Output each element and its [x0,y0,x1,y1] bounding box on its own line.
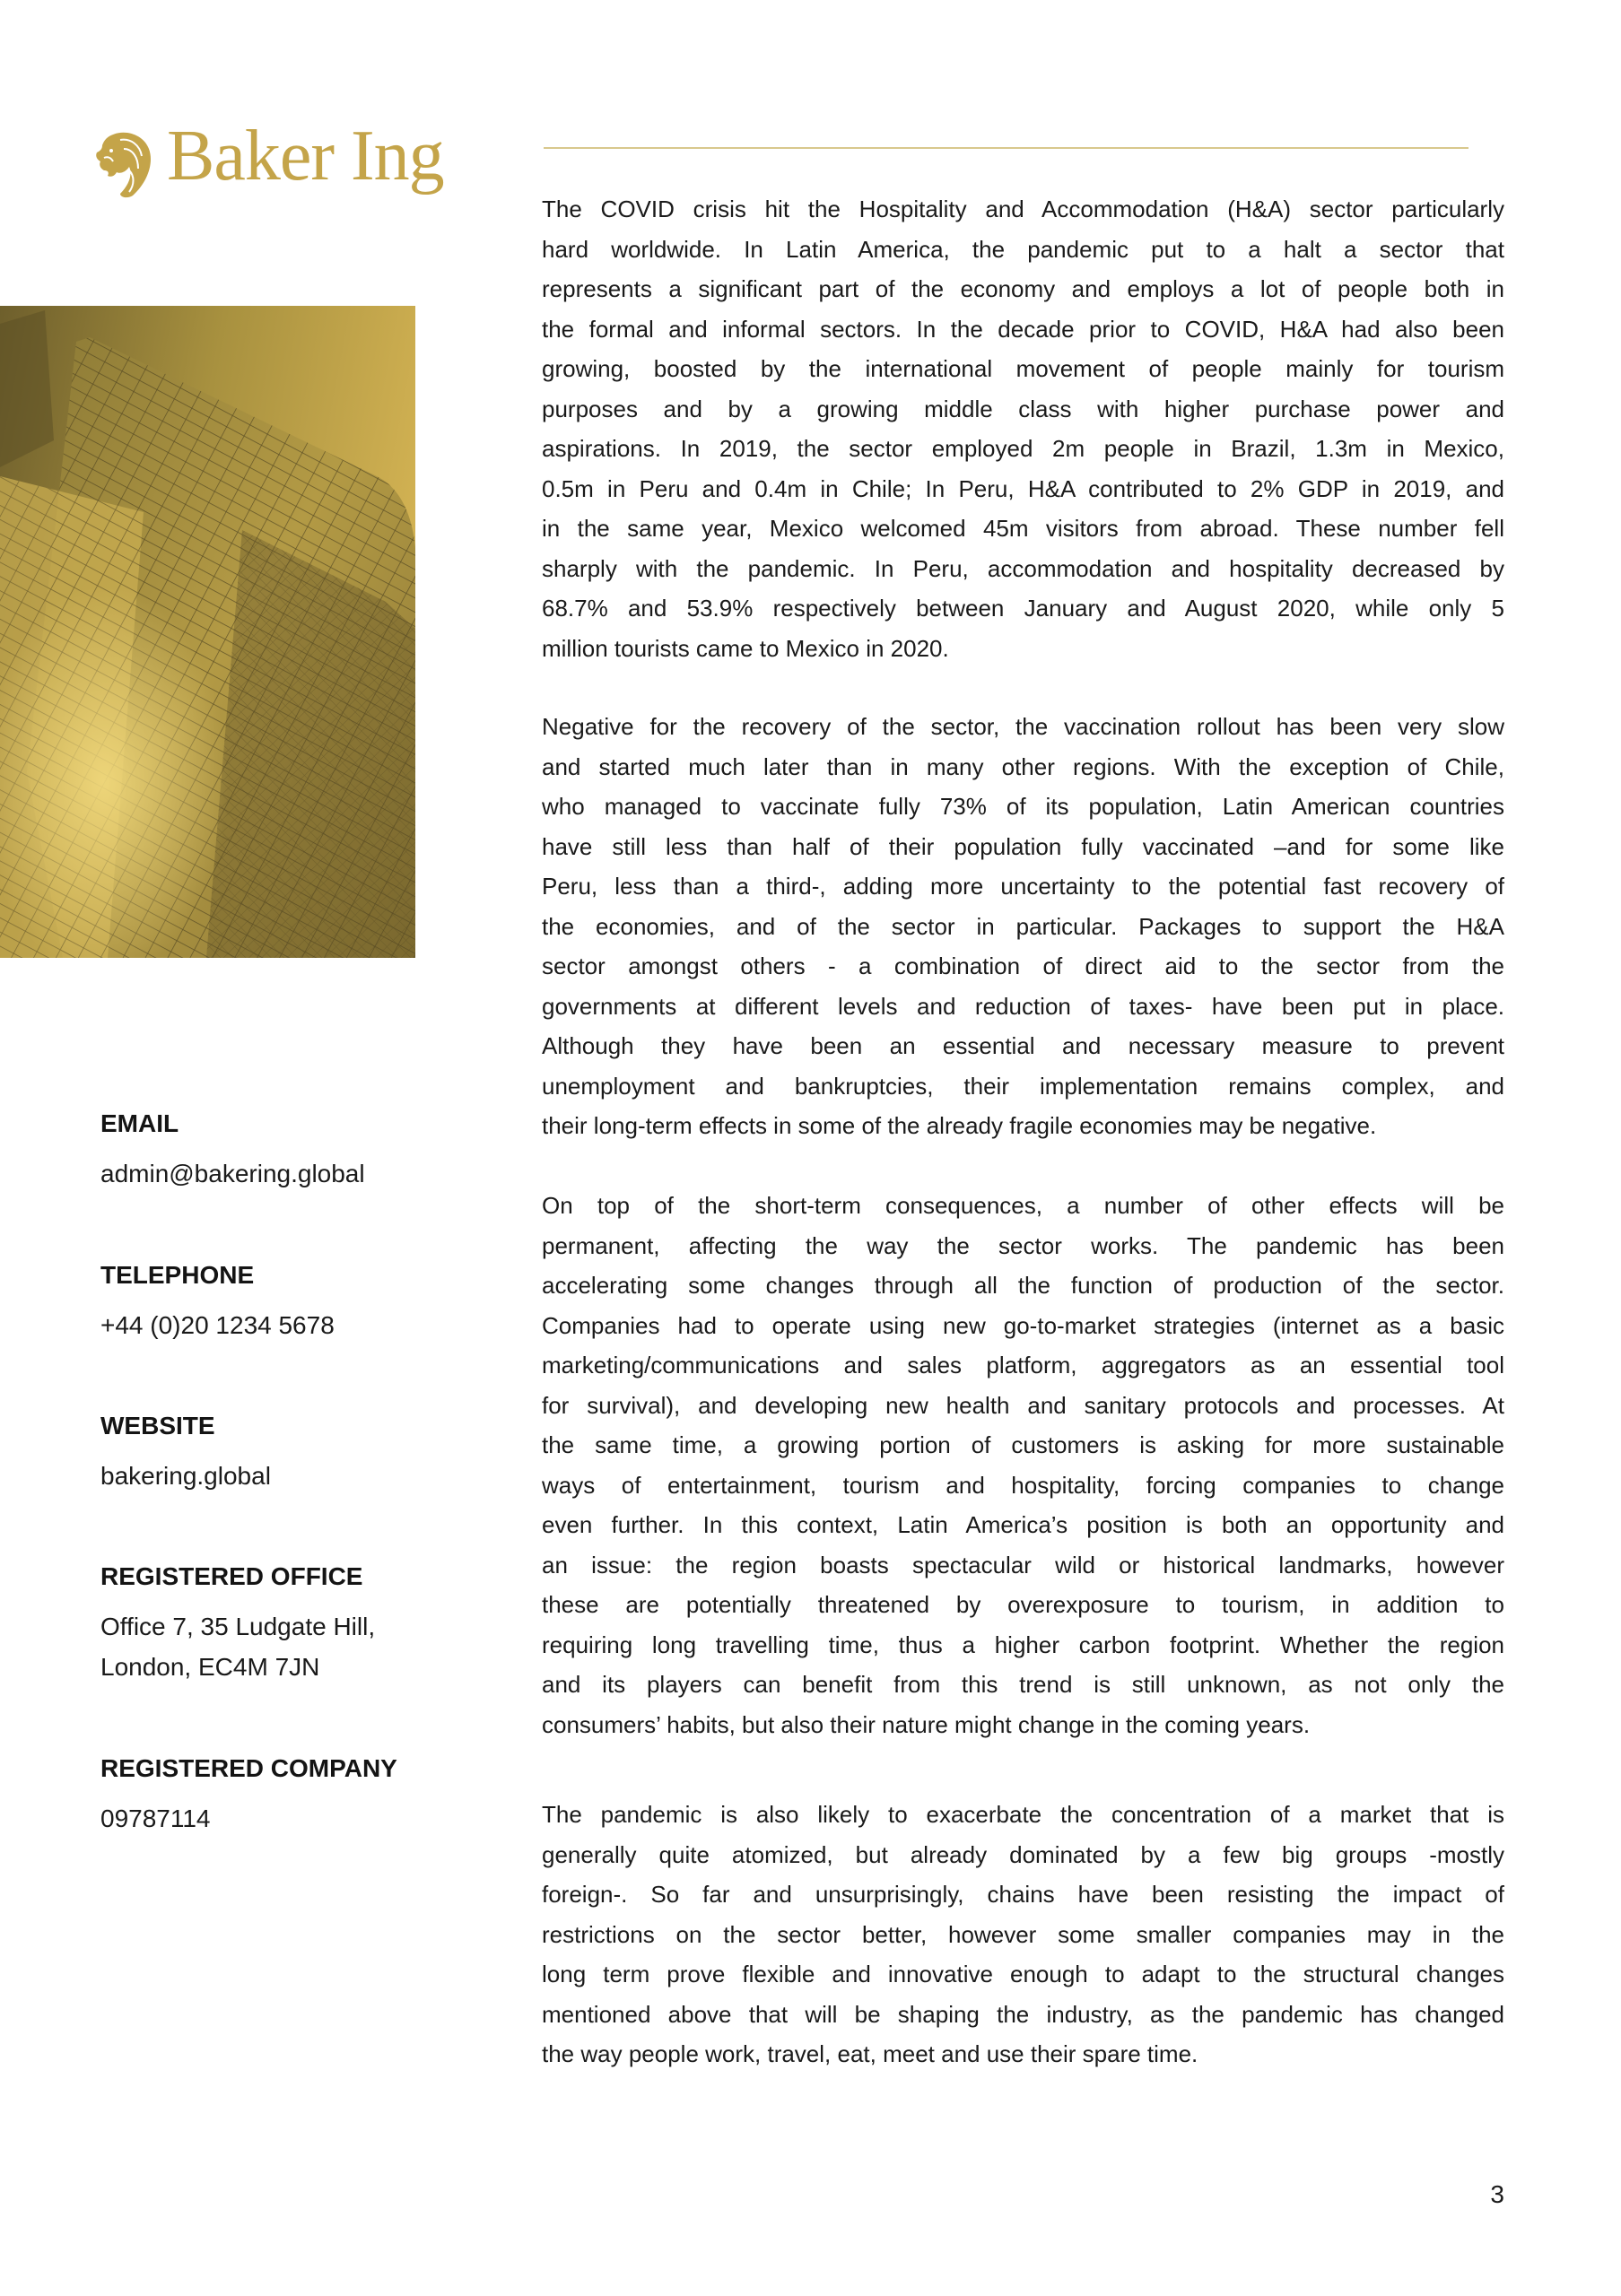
text-line: requiring long travelling time, thus a higher carbon footprint. Whether the region [542,1631,1504,1658]
text-line: hard worldwide. In Latin America, the pandemic put to a halt a sector that [542,235,1504,263]
text-line: an issue: the region boasts spectacular wild or historical landmarks, however [542,1551,1504,1578]
text-line: consumers’ habits, but also their nature might change in the coming years. [542,1710,1311,1738]
contact-website [100,1406,459,1496]
text-line: On top of the short-term consequences, a number of other effects will be [542,1192,1504,1219]
text-line: Although they have been an essential and necessary measure to prevent [542,1032,1504,1059]
address-line: London, EC4M 7JN [100,1653,320,1681]
text-line: generally quite atomized, but already dominated by a few big groups -mostly [542,1840,1504,1868]
brand-name: Baker Ing [167,117,444,196]
lion-head-icon [93,131,153,199]
brand-logo [93,117,444,199]
text-line: Companies had to operate using new go-to-market strategies (internet as a basic [542,1311,1504,1339]
text-line: their long-term effects in some of the already fragile economies may be negative. [542,1112,1377,1139]
contact-label: WEBSITE [100,1412,215,1439]
text-line: The COVID crisis hit the Hospitality and Accommodation (H&A) sector particularly [542,196,1504,222]
address-line: Office 7, 35 Ludgate Hill, [100,1613,376,1640]
text-line: the economies, and of the sector in particular. Packages to support the H&A [542,912,1504,940]
text-line: permanent, affecting the way the sector works. The pandemic has been [542,1231,1504,1259]
contact-email [100,1104,459,1194]
contact-label: REGISTERED COMPANY [100,1754,397,1782]
text-line: even further. In this context, Latin America’s position is both an opportunity and [542,1511,1504,1538]
contact-registered-office [100,1557,459,1687]
text-line: aspirations. In 2019, the sector employed 2m people in Brazil, 1.3m in Mexico, [542,435,1504,462]
contact-label: TELEPHONE [100,1261,255,1289]
telephone-value: +44 (0)20 1234 5678 [100,1311,335,1339]
text-line: mentioned above that will be shaping the industry, as the pandemic has changed [542,2000,1504,2028]
contact-label: REGISTERED OFFICE [100,1562,363,1590]
contact-label: EMAIL [100,1109,179,1137]
text-line: purposes and by a growing middle class with higher purchase power and [542,395,1504,422]
email-link[interactable]: admin@bakering.global [100,1160,365,1187]
text-line: foreign-. So far and unsurprisingly, chains have been resisting the impact of [542,1881,1504,1908]
page-number: 3 [1490,2180,1504,2208]
text-line: ways of entertainment, tourism and hospitality, forcing companies to change [542,1471,1504,1499]
text-line: unemployment and bankruptcies, their implementation remains complex, and [542,1072,1504,1100]
text-line: these are potentially threatened by overexposure to tourism, in addition to [542,1591,1504,1618]
contact-telephone [100,1256,459,1345]
text-line: million tourists came to Mexico in 2020. [542,634,949,662]
paragraph [542,189,1504,668]
text-line: long term prove flexible and innovative enough to adapt to the structural changes [542,1961,1504,1987]
text-line: the formal and informal sectors. In the decade prior to COVID, H&A had also been [542,315,1504,343]
text-line: have still less than half of their population fully vaccinated –and for some like [542,832,1504,860]
text-line: the same time, a growing portion of customers is asking for more sustainable [542,1431,1504,1458]
text-line: The pandemic is also likely to exacerbate the concentration of a market that is [542,1801,1504,1828]
header-rule [544,147,1468,149]
text-line: who managed to vaccinate fully 73% of its population, Latin American countries [542,793,1504,820]
text-line: growing, boosted by the international movement of people mainly for tourism [542,355,1504,382]
text-line: marketing/communications and sales platform, aggregators as an essential tool [542,1352,1504,1378]
hero-image [0,306,415,958]
website-link[interactable]: bakering.global [100,1462,271,1490]
paragraph [542,1795,1504,2074]
text-line: and its players can benefit from this trend is still unknown, as not only the [542,1671,1504,1698]
text-line: represents a significant part of the economy and employs a lot of people both in [542,275,1504,302]
text-line: governments at different levels and reduction of taxes- have been put in place. [542,992,1504,1020]
text-line: Peru, less than a third-, adding more uncertainty to the potential fast recovery of [542,873,1504,900]
paragraph [542,1186,1504,1744]
text-line: for survival), and developing new health and sanitary protocols and processes. At [542,1391,1504,1419]
paragraph [542,707,1504,1146]
contact-registered-company [100,1749,459,1839]
text-line: restrictions on the sector better, however some smaller companies may in the [542,1920,1504,1948]
company-number: 09787114 [100,1805,211,1832]
text-line: and started much later than in many other regions. With the exception of Chile, [542,752,1504,780]
text-line: 68.7% and 53.9% respectively between January and August 2020, while only 5 [542,595,1504,622]
text-line: the way people work, travel, eat, meet and use their spare time. [542,2040,1198,2067]
text-line: 0.5m in Peru and 0.4m in Chile; In Peru, H&A contributed to 2% GDP in 2019, and [542,474,1504,502]
building-photo-icon [0,306,415,958]
text-line: Negative for the recovery of the sector, the vaccination rollout has been very slow [542,713,1504,740]
text-line: sector amongst others - a combination of direct aid to the sector from the [542,952,1504,979]
text-line: accelerating some changes through all the function of production of the sector. [542,1272,1504,1299]
text-line: sharply with the pandemic. In Peru, accommodation and hospitality decreased by [542,554,1504,582]
text-line: in the same year, Mexico welcomed 45m visitors from abroad. These number fell [542,515,1504,542]
